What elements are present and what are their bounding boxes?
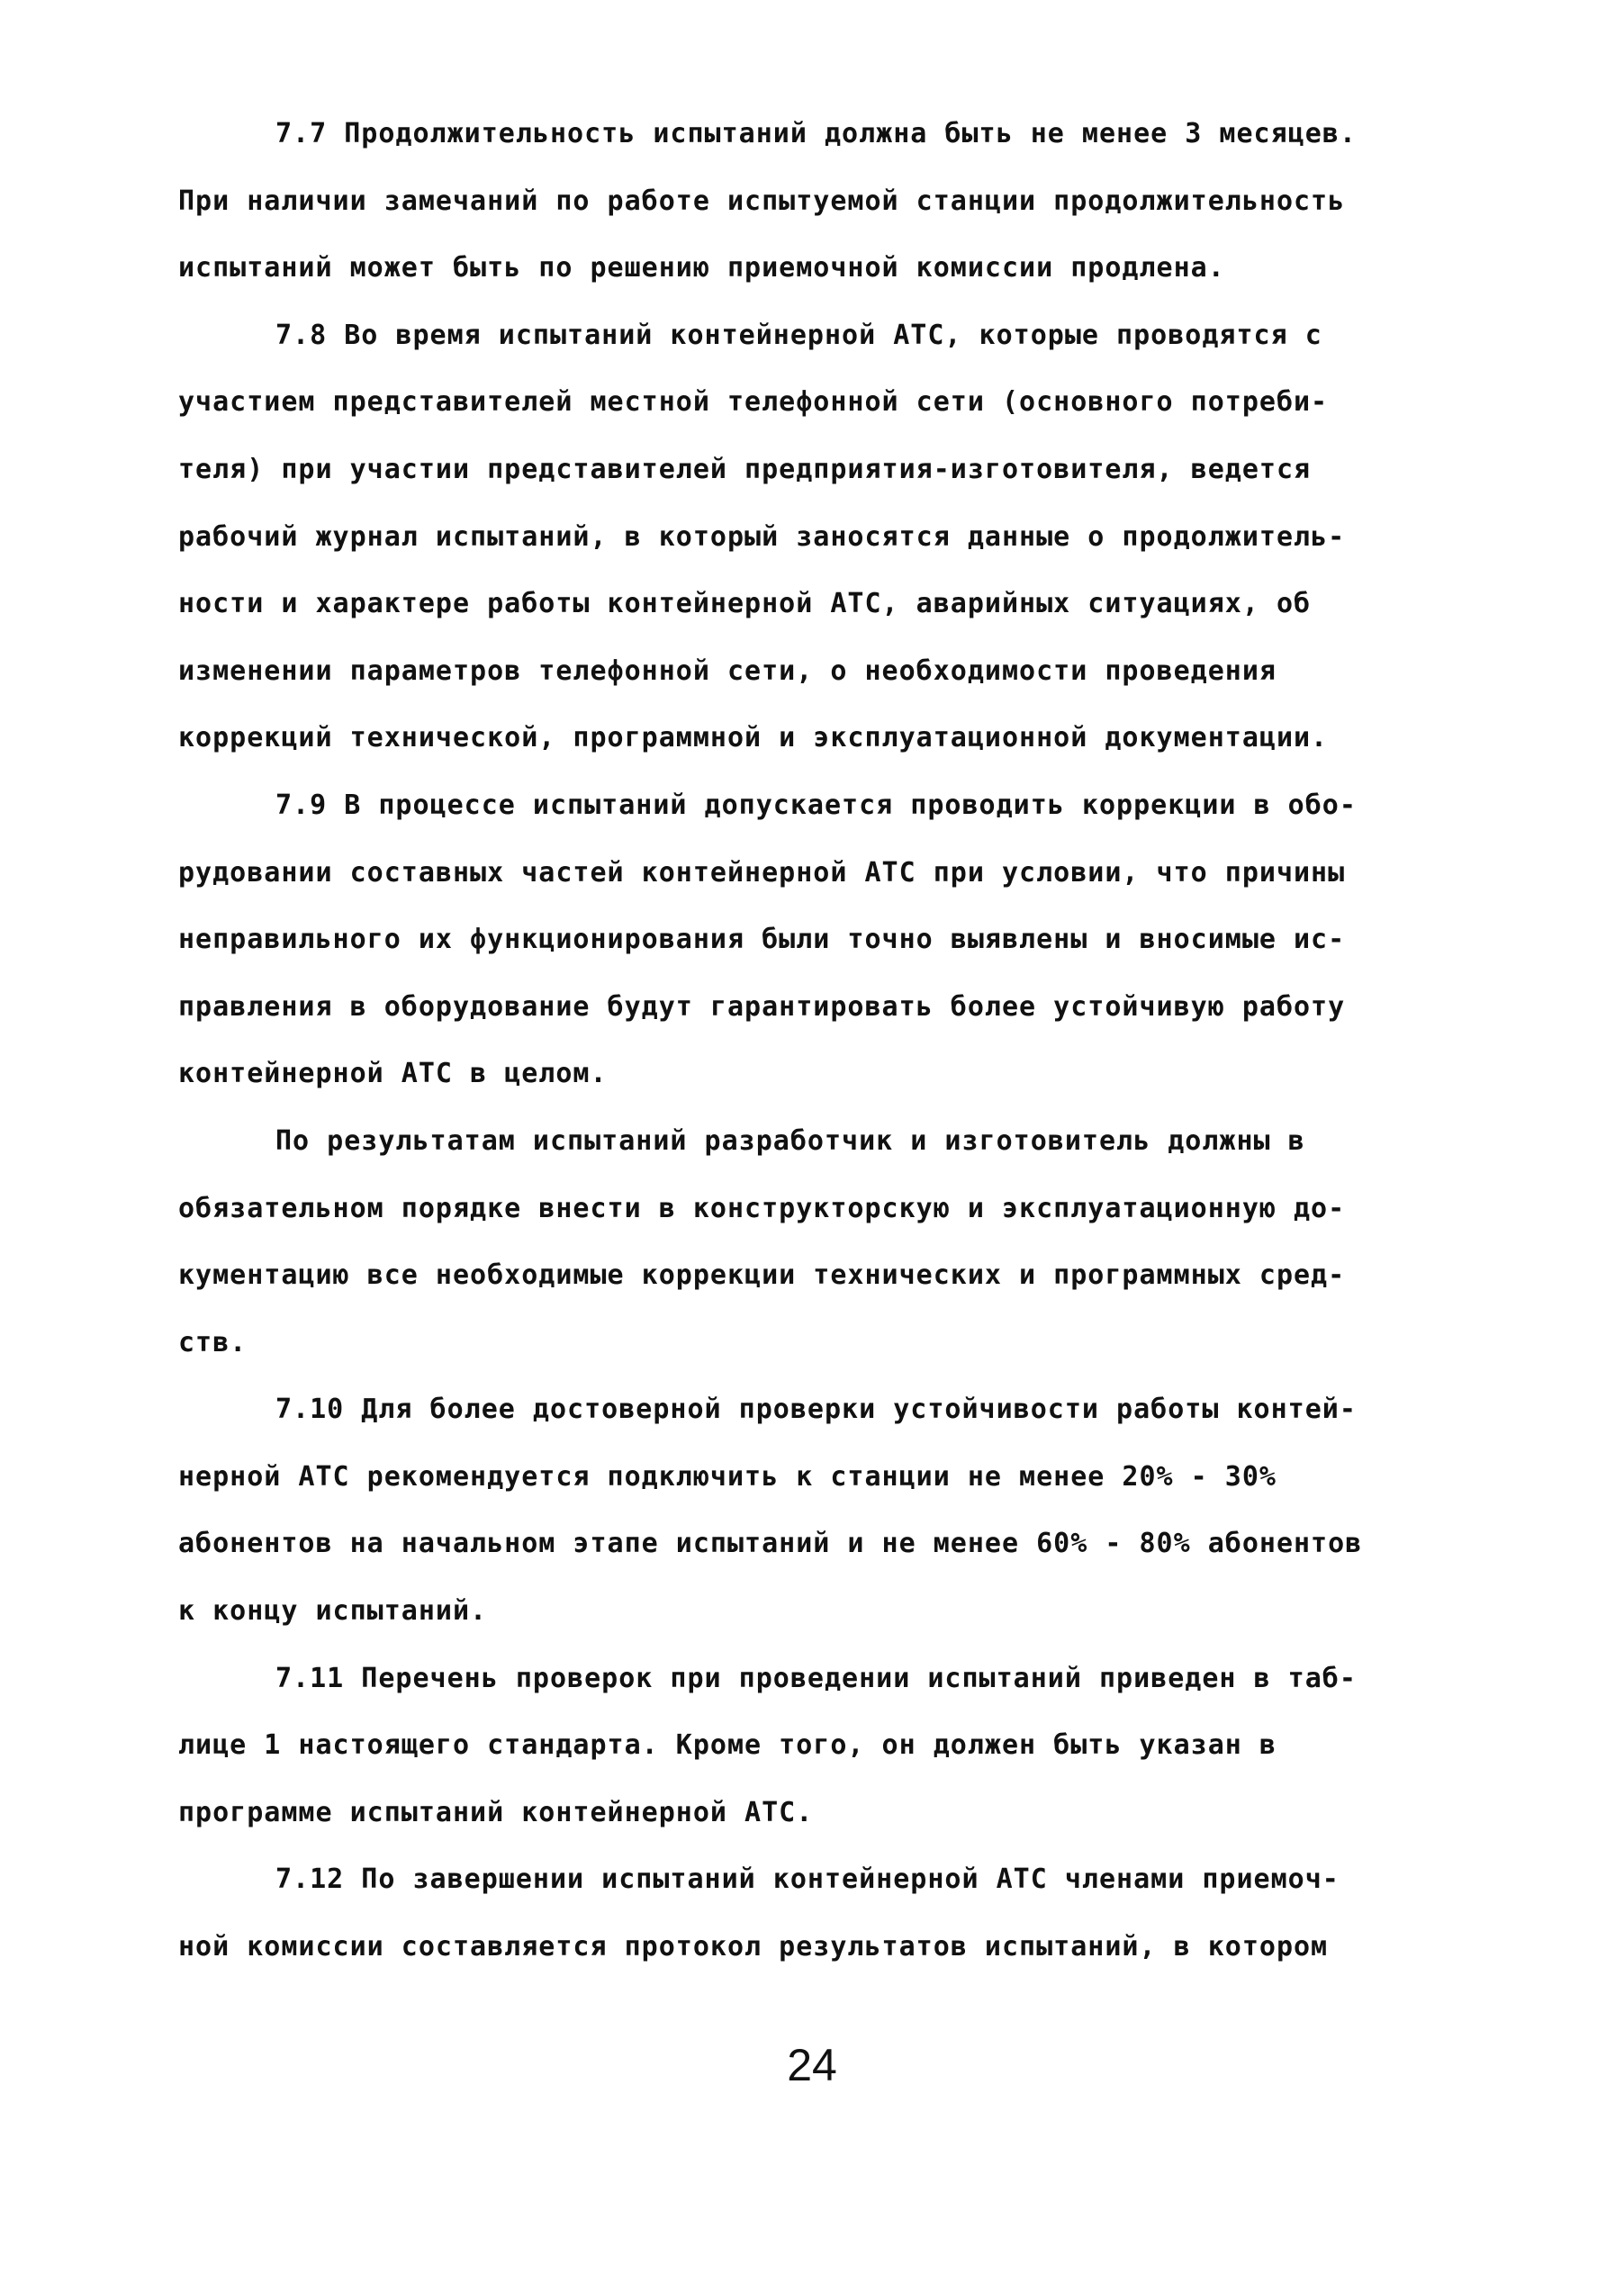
body-text: [178, 101, 1493, 1981]
text-line: 7.7 Продолжительность испытаний должна быть не менее 3 месяцев.: [275, 118, 1357, 149]
text-line: лице 1 настоящего стандарта. Кроме того, он должен быть указан в: [178, 1729, 1277, 1762]
text-line: изменении параметров телефонной сети, о необходимости проведения: [178, 654, 1277, 687]
text-line: ной комиссии составляется протокол результатов испытаний, в котором: [178, 1931, 1329, 1963]
text-line: ности и характере работы контейнерной АТС, аварийных ситуациях, об: [178, 588, 1312, 620]
text-line: При наличии замечаний по работе испытуемой станции продолжительность: [178, 185, 1346, 217]
text-line: 7.9 В процессе испытаний допускается проводить коррекции в обо-: [275, 789, 1357, 821]
text-line: правления в оборудование будут гарантировать более устойчивую работу: [178, 990, 1346, 1023]
text-line: теля) при участии представителей предприятия-изготовителя, ведется: [178, 453, 1312, 485]
text-line: неправильного их функционирования были точно выявлены и вносимые ис-: [178, 924, 1346, 956]
text-line: ств.: [178, 1326, 248, 1358]
text-line: программе испытаний контейнерной АТС.: [178, 1796, 814, 1828]
text-line: испытаний может быть по решению приемочной комиссии продлена.: [178, 252, 1225, 284]
text-line: 7.12 По завершении испытаний контейнерной АТС членами приемоч-: [275, 1863, 1340, 1896]
text-line: рабочий журнал испытаний, в который заносятся данные о продолжитель-: [178, 520, 1346, 553]
text-line: абонентов на начальном этапе испытаний и не менее 60% - 80% абонентов: [178, 1528, 1363, 1560]
text-line: коррекций технической, программной и эксплуатационной документации.: [178, 722, 1329, 754]
text-line: нерной АТС рекомендуется подключить к станции не менее 20% - 30%: [178, 1460, 1277, 1493]
text-line: контейнерной АТС в целом.: [178, 1058, 608, 1090]
text-line: По результатам испытаний разработчик и изготовитель должны в: [275, 1124, 1305, 1157]
text-line: обязательном порядке внести в конструкторскую и эксплуатационную до-: [178, 1192, 1346, 1224]
text-line: 7.10 Для более достоверной проверки устойчивости работы контей-: [275, 1394, 1357, 1426]
text-line: рудовании составных частей контейнерной АТС при условии, что причины: [178, 856, 1346, 889]
text-line: кументацию все необходимые коррекции технических и программных сред-: [178, 1259, 1346, 1292]
text-line: 7.8 Во время испытаний контейнерной АТС, которые проводятся с: [275, 319, 1322, 351]
text-line: к концу испытаний.: [178, 1595, 488, 1628]
page-number: 24: [787, 2040, 837, 2090]
text-line: 7.11 Перечень проверок при проведении испытаний приведен в таб-: [275, 1662, 1357, 1694]
text-line: участием представителей местной телефонной сети (основного потреби-: [178, 386, 1329, 419]
